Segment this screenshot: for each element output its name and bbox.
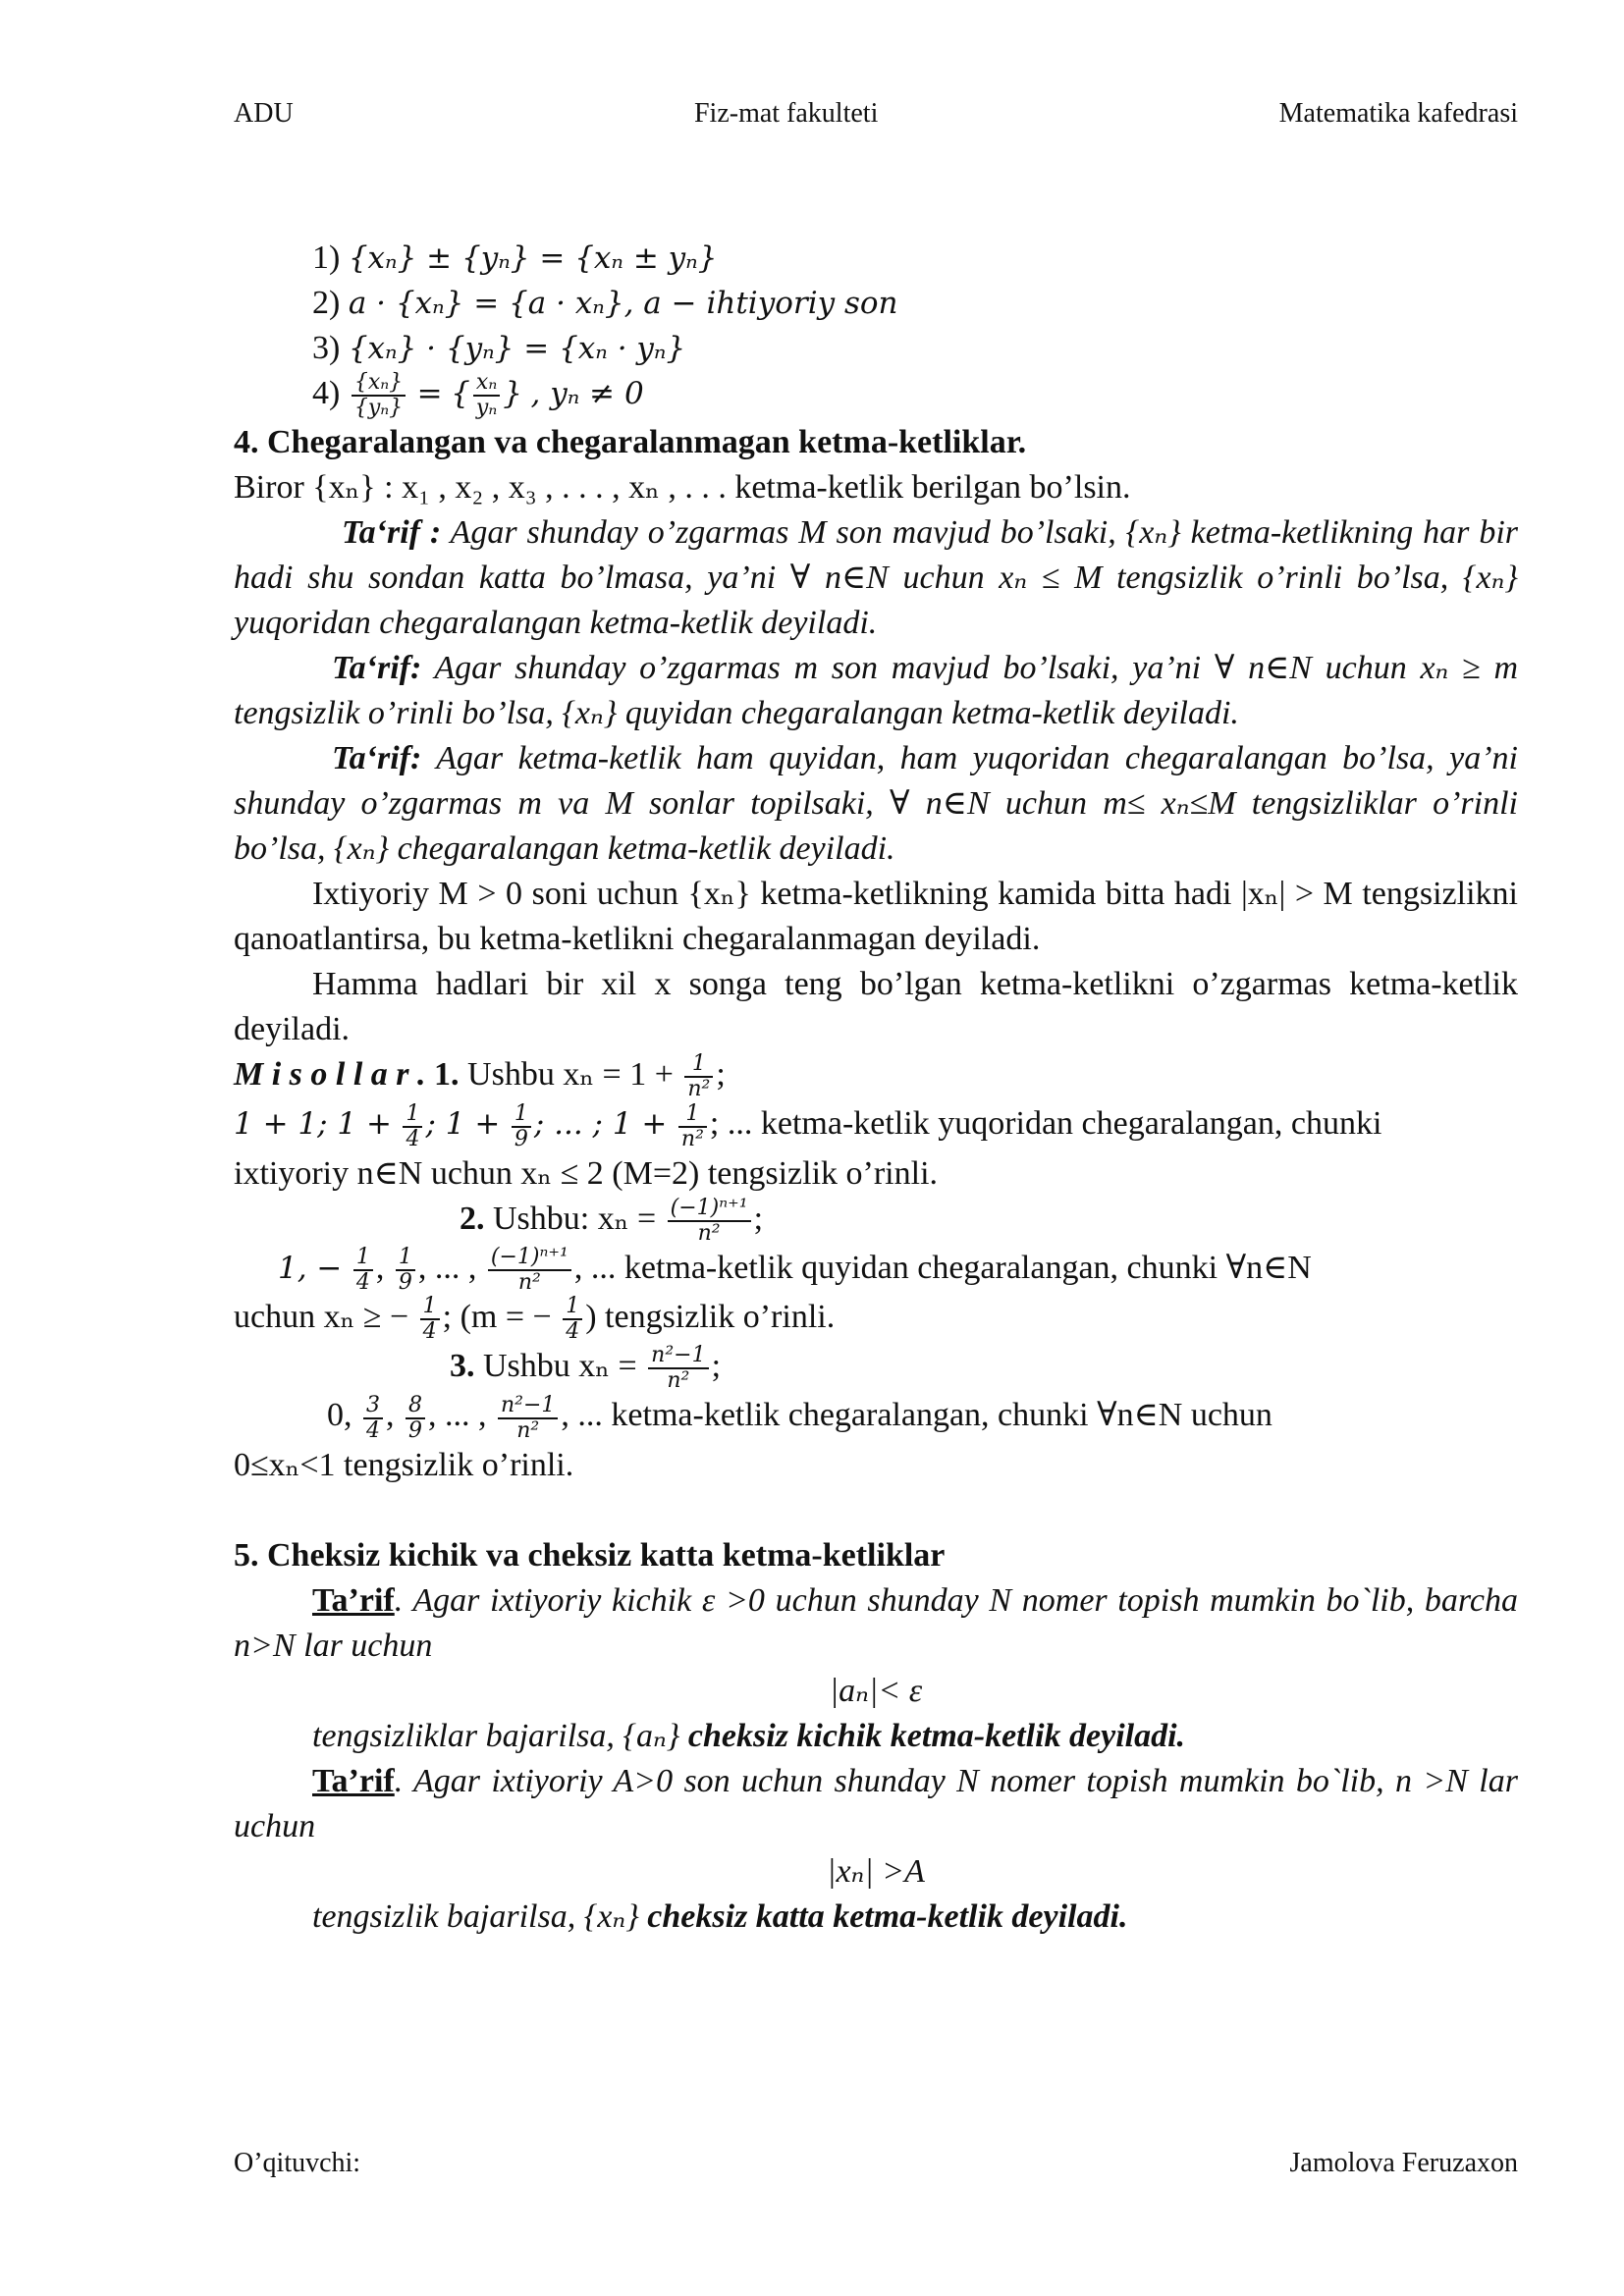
example-2-heading: 2. Ushbu: xₙ = $\frac{\text{(−1)ⁿ⁺¹}}{\text{n²}}$ ; (460, 1195, 764, 1246)
fraction: $\frac{\text{(−1)ⁿ⁺¹}}{\text{n²}}$ (488, 1246, 571, 1295)
example-2-reason: uchun xₙ ≥ − $\frac{1}{4}$ ; (m = − $\frac{1}{4}$ ) tengsizlik o’rinli. (234, 1294, 836, 1345)
property-3: 3) {xₙ} · {yₙ} = {xₙ · yₙ} (312, 330, 686, 366)
fraction: $\frac{\text{\{xₙ\}}}{\text{\{yₙ\}}}$ (352, 371, 406, 420)
fraction: $\frac{1}{9}$ (512, 1102, 531, 1151)
fraction: $\frac{1}{\text{n²}}$ (684, 1052, 713, 1101)
header-left: ADU (234, 98, 294, 129)
definition-unbounded: Ixtiyoriy M > 0 soni uchun {xₙ} ketma-ketlikning kamida bitta hadi |xₙ| > M tengsizlikni qanoatlantirsa, bu ketma-ketlikni chegaralanmagan deyiladi. (234, 876, 1518, 958)
header-center: Fiz-mat fakulteti (693, 98, 879, 129)
fraction: $\frac{8}{9}$ (406, 1394, 425, 1443)
definition-infinitesimal-conclusion: tengsizliklar bajarilsa, {aₙ} cheksiz kichik ketma-ketlik deyiladi. (312, 1717, 1186, 1754)
fraction: $\frac{1}{4}$ (420, 1295, 440, 1344)
page-header (234, 98, 1518, 130)
example-2-sequence: 1, − $\frac{1}{4}$ , $\frac{1}{9}$ , ... , $\frac{\text{(−1)ⁿ⁺¹}}{\text{n²}}$ , ... ketma-ketlik quyidan chegaralangan, chunki ∀n∈N (278, 1245, 1312, 1296)
definition-constant: Hamma hadlari bir xil x songa teng bo’lgan ketma-ketlikni o’zgarmas ketma-ketlik deyiladi. (234, 966, 1518, 1048)
definition-lower-bounded: Ta‘rif: Agar shunday o’zgarmas m son mavjud bo’lsaki, ya’ni ∀ n∈N uchun xₙ ≥ m tengsizlik o’rinli bo’lsa, {xₙ} quyidan chegaralangan ketma-ketlik deyiladi. (234, 650, 1518, 732)
property-2: 2) a · {xₙ} = {a · xₙ}, a − ihtiyoriy son (312, 285, 898, 321)
inequality-infinitesimal: |aₙ|< ε (829, 1672, 923, 1709)
property-4: 4) $\frac{\text{\{xₙ\}}}{\text{\{yₙ\}}}$ = { $\frac{\text{xₙ}}{\text{yₙ}}$ } , yₙ ≠ 0 (312, 370, 644, 421)
fraction: $\frac{\text{xₙ}}{\text{yₙ}}$ (473, 371, 500, 420)
given-sequence: Biror {xₙ} : x₁ , x₂ , x₃ , . . . , xₙ , . . . ketma-ketlik berilgan bo’lsin. (234, 469, 1131, 507)
header-right: Matematika kafedrasi (1278, 98, 1518, 129)
fraction: $\frac{1}{4}$ (563, 1295, 582, 1344)
definition-upper-bounded: Ta‘rif : Agar shunday o’zgarmas M son mavjud bo’lsaki, {xₙ} ketma-ketlikning har bir hadi shu sondan katta bo’lmasa, ya’ni ∀ n∈N uchun xₙ ≤ M tengsizlik o’rinli bo’lsa, {xₙ} yuqoridan chegaralangan ketma-ketlik deyiladi. (234, 514, 1518, 642)
example-1-reason: ixtiyoriy n∈N uchun xₙ ≤ 2 (M=2) tengsizlik o’rinli. (234, 1154, 939, 1192)
document-body (234, 236, 1518, 1940)
fraction: $\frac{\text{n²−1}}{\text{n²}}$ (498, 1394, 558, 1443)
footer-right: Jamolova Feruzaxon (1289, 2148, 1518, 2178)
definition-infinitesimal: Ta’rif. Agar ixtiyoriy kichik ε >0 uchun shunday N nomer topish mumkin bo`lib, barcha n>N lar uchun (234, 1581, 1518, 1664)
example-3-sequence: 0, $\frac{3}{4}$ , $\frac{8}{9}$ , ... , $\frac{\text{n²−1}}{\text{n²}}$ , ... ketma-ketlik chegaralangan, chunki ∀n∈N uchun (327, 1392, 1272, 1443)
section-4-title: 4. Chegaralangan va chegaralanmagan ketma-ketliklar. (234, 424, 1027, 461)
fraction: $\frac{\text{(−1)ⁿ⁺¹}}{\text{n²}}$ (668, 1197, 751, 1246)
fraction: $\frac{3}{4}$ (363, 1394, 383, 1443)
example-3-heading: 3. Ushbu xₙ = $\frac{\text{n²−1}}{\text{n²}}$ ; (450, 1343, 722, 1394)
example-1-heading: M i s o l l a r . 1. Ushbu xₙ = 1 + $\frac{1}{\text{n²}}$ ; (234, 1051, 726, 1102)
footer-left: O’qituvchi: (234, 2148, 361, 2178)
property-1: 1) {xₙ} ± {yₙ} = {xₙ ± yₙ} (312, 240, 718, 276)
example-3-reason: 0≤xₙ<1 tengsizlik o’rinli. (234, 1446, 574, 1483)
definition-infinitely-large-conclusion: tengsizlik bajarilsa, {xₙ} cheksiz katta ketma-ketlik deyiladi. (312, 1897, 1128, 1935)
section-5-title: 5. Cheksiz kichik va cheksiz katta ketma-ketliklar (234, 1536, 946, 1574)
fraction: $\frac{1}{4}$ (403, 1102, 422, 1151)
definition-infinitely-large: Ta’rif. Agar ixtiyoriy A>0 son uchun shunday N nomer topish mumkin bo`lib, n >N lar uchun (234, 1762, 1518, 1844)
fraction: $\frac{1}{\text{n²}}$ (678, 1102, 707, 1151)
inequality-infinitely-large: |xₙ| >A (827, 1852, 925, 1890)
fraction: $\frac{1}{9}$ (396, 1246, 415, 1295)
example-1-sequence: 1 + 1; 1 + $\frac{1}{4}$ ; 1 + $\frac{1}{9}$ ; ... ; 1 + $\frac{1}{\text{n²}}$ ; ... ketma-ketlik yuqoridan chegaralangan, chunki (234, 1100, 1382, 1151)
definition-bounded: Ta‘rif: Agar ketma-ketlik ham quyidan, ham yuqoridan chegaralangan bo’lsa, ya’ni shunday o’zgarmas m va M sonlar topilsaki, ∀ n∈N uchun m≤ xₙ≤M tengsizliklar o’rinli bo’lsa, {xₙ} chegaralangan ketma-ketlik deyiladi. (234, 740, 1518, 868)
page-footer (234, 2148, 1518, 2179)
fraction: $\frac{1}{4}$ (353, 1246, 373, 1295)
fraction: $\frac{\text{n²−1}}{\text{n²}}$ (648, 1344, 708, 1393)
